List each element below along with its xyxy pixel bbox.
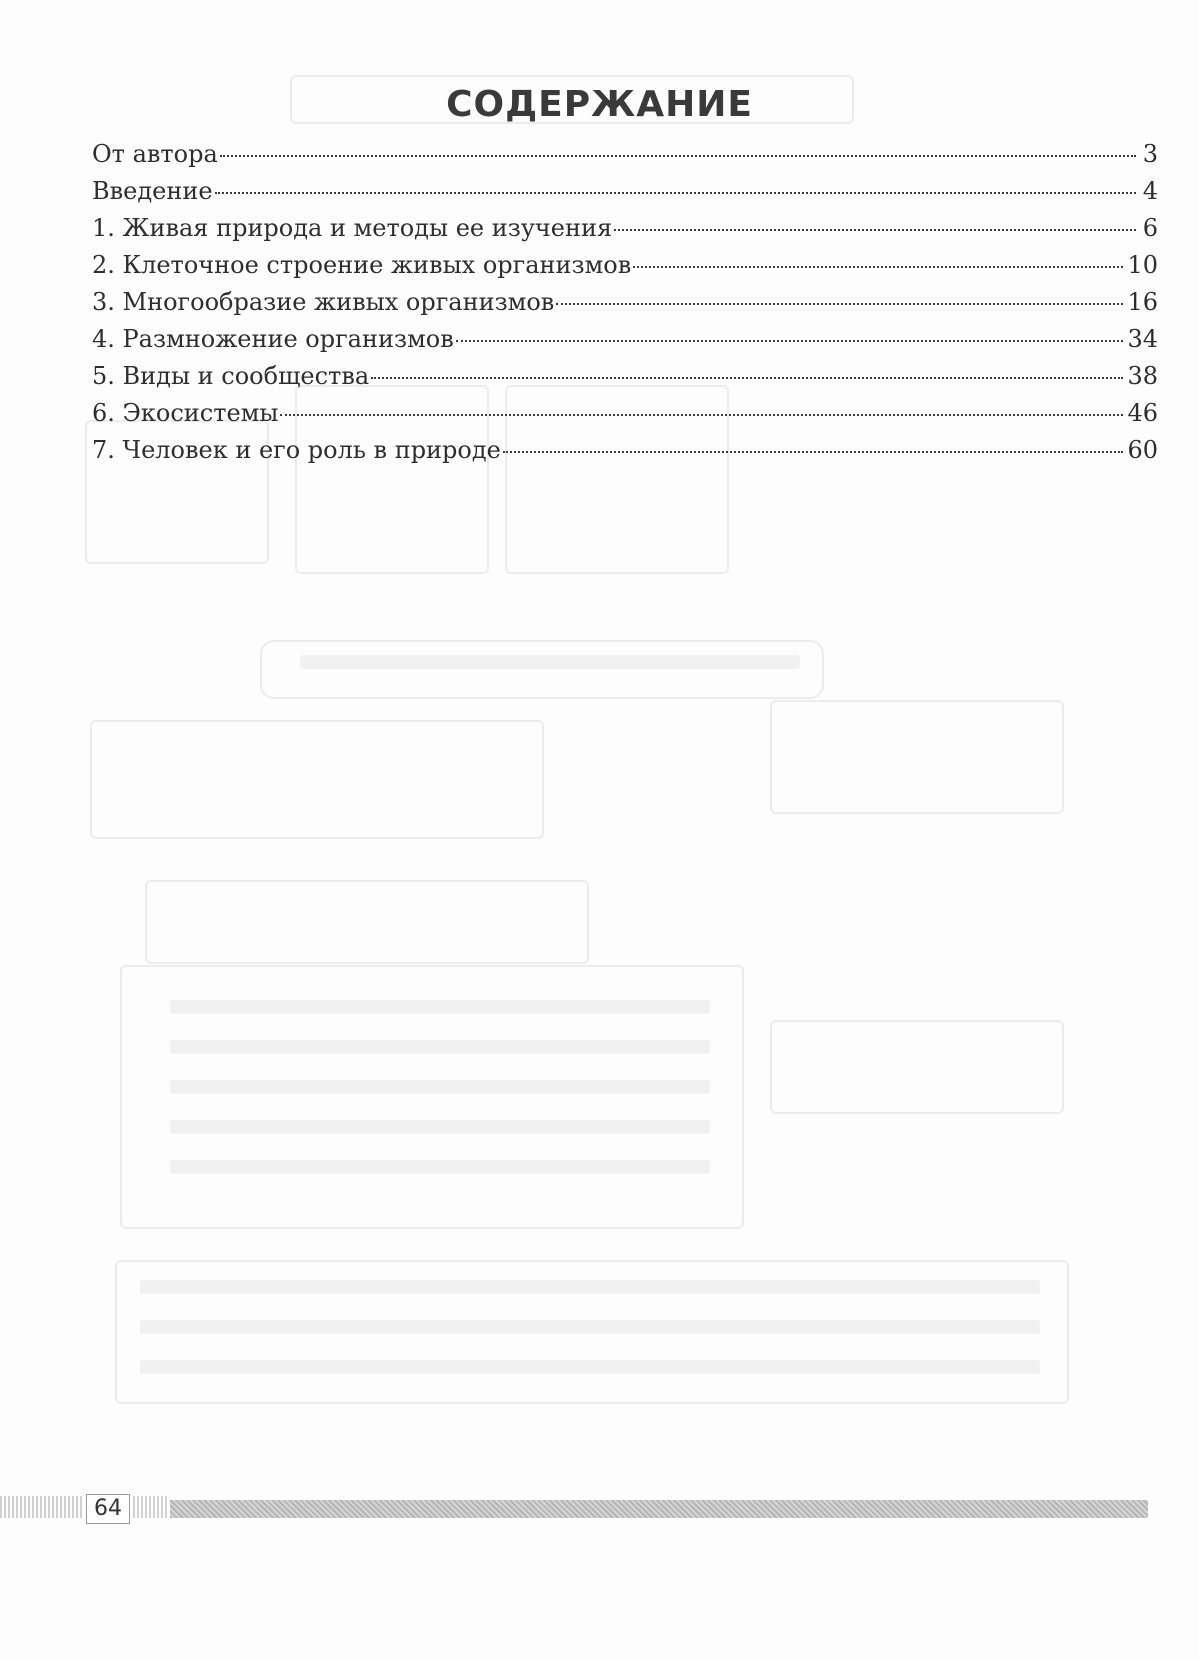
toc-dot-leader xyxy=(215,192,1136,194)
bleed-through-line xyxy=(170,1120,710,1134)
toc-entry xyxy=(92,399,1158,436)
bleed-through-line xyxy=(140,1280,1040,1294)
toc-dot-leader xyxy=(371,377,1123,379)
bleed-through-box xyxy=(90,720,544,839)
toc-entry-label: 3. Многообразие живых организмов xyxy=(92,288,555,316)
toc-entry xyxy=(92,325,1158,362)
page-number: 64 xyxy=(86,1494,130,1524)
toc-entry-label: 1. Живая природа и методы ее изучения xyxy=(92,214,613,242)
bleed-through-box xyxy=(145,880,589,964)
bleed-through-line xyxy=(170,1160,710,1174)
toc-entry-page: 46 xyxy=(1127,399,1158,427)
page-title: СОДЕРЖАНИЕ xyxy=(446,84,753,126)
toc-entry-page: 3 xyxy=(1142,140,1158,168)
toc-entry-page: 6 xyxy=(1142,214,1158,242)
toc-entry-page: 16 xyxy=(1127,288,1158,316)
toc-entry xyxy=(92,288,1158,325)
toc-dot-leader xyxy=(503,451,1124,453)
toc-dot-leader xyxy=(456,340,1124,342)
toc-entry-label: От автора xyxy=(92,140,218,168)
toc-entry-page: 38 xyxy=(1127,362,1158,390)
toc-entry-label: 4. Размножение организмов xyxy=(92,325,454,353)
page-footer xyxy=(0,1494,1199,1524)
toc-entry xyxy=(92,214,1158,251)
footer-hatched-bar xyxy=(170,1500,1148,1518)
toc-entry-page: 60 xyxy=(1127,436,1158,464)
toc-entry-label: 7. Человек и его роль в природе xyxy=(92,436,501,464)
toc-entry-label: 2. Клеточное строение живых организмов xyxy=(92,251,632,279)
toc-entry xyxy=(92,362,1158,399)
bleed-through-box xyxy=(770,700,1064,814)
toc-entry-page: 10 xyxy=(1127,251,1158,279)
bleed-through-box xyxy=(770,1020,1064,1114)
bleed-through-box xyxy=(260,640,824,699)
toc-dot-leader xyxy=(614,229,1136,231)
bleed-through-line xyxy=(300,655,800,669)
toc-entry-label: 6. Экосистемы xyxy=(92,399,279,427)
bleed-through-line xyxy=(140,1320,1040,1334)
toc-entry-page: 4 xyxy=(1142,177,1158,205)
toc-entry-label: 5. Виды и сообщества xyxy=(92,362,370,390)
toc-entry-label: Введение xyxy=(92,177,213,205)
toc-entry xyxy=(92,177,1158,214)
toc-dot-leader xyxy=(556,303,1123,305)
toc-dot-leader xyxy=(633,266,1123,268)
footer-pattern-left xyxy=(0,1496,84,1518)
toc-entry xyxy=(92,251,1158,288)
table-of-contents xyxy=(92,140,1158,473)
toc-entry-page: 34 xyxy=(1127,325,1158,353)
toc-dot-leader xyxy=(280,414,1123,416)
bleed-through-line xyxy=(170,1040,710,1054)
bleed-through-line xyxy=(140,1360,1040,1374)
footer-pattern-mid xyxy=(133,1496,167,1518)
bleed-through-line xyxy=(170,1000,710,1014)
toc-dot-leader xyxy=(220,155,1136,157)
toc-entry xyxy=(92,436,1158,473)
toc-entry xyxy=(92,140,1158,177)
bleed-through-line xyxy=(170,1080,710,1094)
